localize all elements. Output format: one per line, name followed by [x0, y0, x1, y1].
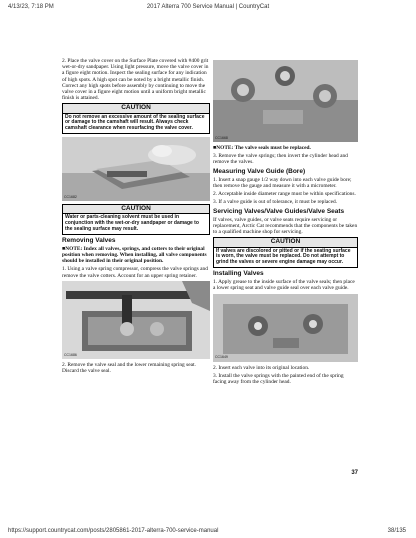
caution-text: Do not remove an excessive amount of the sealing surface or damage to the camshaft will result. Always check camshaft clearance when resurfacing the valve cover. — [65, 113, 205, 132]
photo-id: CC1682 — [64, 194, 77, 199]
print-page-count: 38/135 — [387, 528, 406, 534]
measuring-step-3: 3. If a valve guide is out of tolerance, it must be replaced. — [213, 199, 338, 206]
caution-title: CAUTION — [63, 205, 209, 214]
print-datetime: 4/13/23, 7:18 PM — [8, 4, 54, 10]
caution-title: CAUTION — [214, 238, 357, 247]
installing-step-3: 3. Install the valve springs with the painted end of the spring facing away from the cylinder head. — [213, 372, 344, 386]
heading-removing-valves: Removing Valves — [62, 236, 116, 244]
right-column — [213, 58, 358, 387]
measuring-step-1: 1. Insert a snap gauge 1/2 way down into each valve guide bore; then remove the gauge and measure it with a micrometer. — [213, 176, 352, 190]
valve-seal-install-image — [213, 294, 358, 362]
caution-text: If valves are discolored or pitted or if the seating surface is worn, the valve must be replaced. Do not attempt to grind the valves or severe engine damage may occur. — [216, 247, 351, 266]
left-column — [62, 58, 210, 376]
photo-id: CC1649 — [215, 355, 228, 360]
caution-box-solvent — [62, 204, 210, 235]
note-valve-seals: ■NOTE: The valve seals must be replaced. — [213, 145, 311, 151]
caution-title: CAUTION — [63, 104, 209, 113]
manual-page-number: 37 — [351, 470, 358, 476]
photo-valve-spring-compressor — [62, 281, 210, 359]
print-url: https://support.countrycat.com/posts/2805861-2017-alterra-700-service-manual — [8, 528, 219, 534]
caution-box-sealing-surface — [62, 103, 210, 134]
photo-cylinder-head-valves — [213, 60, 358, 142]
valve-spring-compressor-image — [62, 281, 210, 359]
caution-text: Water or parts-cleaning solvent must be used in conjunction with the wet-or-dry sandpaper or damage to the sealing surface may result. — [65, 214, 199, 232]
resurface-step-2: 2. Place the valve cover on the Surface Plate covered with #400 grit wet-or-dry sandpaper. Using light pressure, move the valve cover in a figure eight motion. Inspect the sealing surface for any indication of high spots. A high spot can be noted by a bright metallic finish. Correct any high spots before assembly by continuing to move the valve cover in a figure eight motion until a uniform bright metallic finish is attained. — [62, 58, 209, 102]
print-title: 2017 Alterra 700 Service Manual | CountryCat — [146, 4, 270, 10]
removing-step-3: 3. Remove the valve springs; then invert the cylinder head and remove the valves. — [213, 153, 348, 166]
installing-step-1: 1. Apply grease to the inside surface of the valve seals; then place a lower spring seat and valve guide seal over each valve guide. — [213, 279, 355, 292]
photo-valve-cover-sanding — [62, 137, 210, 201]
heading-servicing-valves: Servicing Valves/Valve Guides/Valve Seats — [213, 207, 345, 215]
caution-box-valves-discolored — [213, 237, 358, 268]
heading-measuring-valve-guide: Measuring Valve Guide (Bore) — [213, 167, 306, 175]
removing-step-2: 2. Remove the valve seal and the lower remaining spring seat. Discard the valve seal. — [62, 361, 196, 375]
browser-print-footer — [0, 524, 416, 538]
cylinder-head-image — [213, 60, 358, 142]
note-index-valves: ■NOTE: Index all valves, springs, and cotters to their original position when removing. When installing, all valve components should be installed in their original position. — [62, 245, 207, 265]
photo-valve-seal-install — [213, 294, 358, 362]
servicing-text: If valves, valve guides, or valve seats require servicing or replacement, Arctic Cat recommends that the components be taken to a qualified machine shop for servicing. — [213, 216, 358, 236]
measuring-step-2: 2. Acceptable inside diameter range must be within specifications. — [213, 191, 356, 198]
photo-id: CC1668 — [215, 135, 228, 140]
installing-step-2: 2. Insert each valve into its original location. — [213, 364, 310, 371]
removing-step-1: 1. Using a valve spring compressor, compress the valve springs and remove the valve cotters. Account for an upper spring retainer. — [62, 266, 208, 279]
browser-print-header — [0, 0, 416, 14]
photo-id: CC1686 — [64, 352, 77, 357]
heading-installing-valves: Installing Valves — [213, 270, 264, 278]
valve-cover-sanding-image — [62, 137, 210, 201]
